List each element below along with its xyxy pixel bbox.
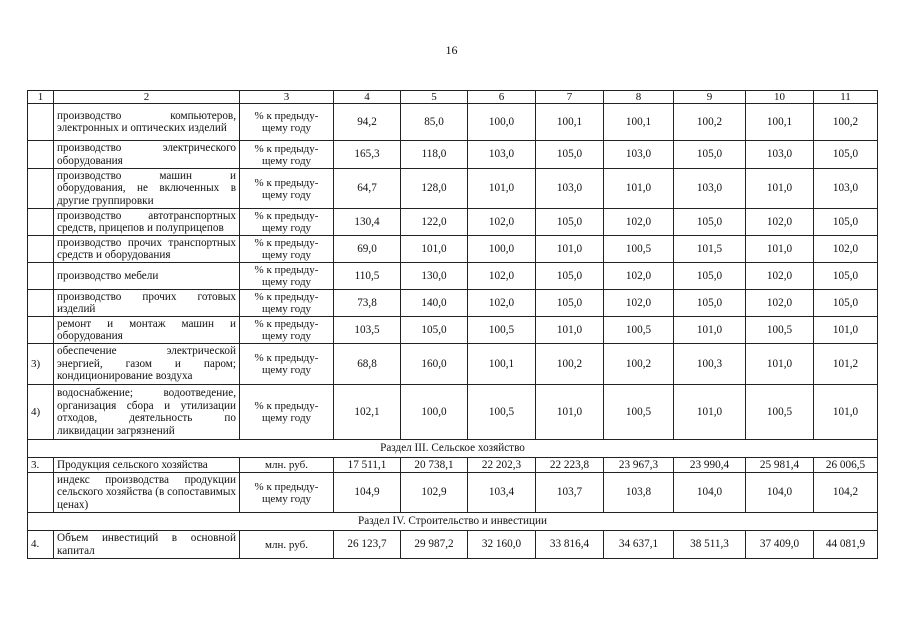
value-cell: 101,0	[604, 169, 674, 209]
value-cell: 122,0	[401, 209, 468, 236]
value-cell: 102,0	[746, 263, 814, 290]
value-cell: 103,0	[604, 141, 674, 169]
value-cell: 130,0	[401, 263, 468, 290]
value-cell: 25 981,4	[746, 458, 814, 473]
value-cell: 22 223,8	[536, 458, 604, 473]
value-cell: 105,0	[401, 317, 468, 344]
table-body	[28, 91, 878, 559]
value-cell: 100,1	[746, 104, 814, 141]
indicator-name-cell: производство прочих готовых изделий	[54, 290, 240, 317]
column-number-cell: 3	[240, 91, 334, 104]
value-cell: 105,0	[674, 209, 746, 236]
value-cell: 100,3	[674, 344, 746, 385]
value-cell: 103,0	[814, 169, 878, 209]
table-row	[28, 317, 878, 344]
value-cell: 100,5	[746, 385, 814, 440]
row-index-cell	[28, 317, 54, 344]
row-index-cell: 3)	[28, 344, 54, 385]
unit-cell: % к предыду-щему году	[240, 209, 334, 236]
value-cell: 69,0	[334, 236, 401, 263]
indicator-name-cell: ремонт и монтаж машин и оборудования	[54, 317, 240, 344]
value-cell: 73,8	[334, 290, 401, 317]
value-cell: 102,0	[814, 236, 878, 263]
section-header-row	[28, 440, 878, 458]
value-cell: 105,0	[674, 141, 746, 169]
value-cell: 105,0	[814, 209, 878, 236]
row-index-cell	[28, 473, 54, 513]
value-cell: 100,2	[814, 104, 878, 141]
value-cell: 104,0	[674, 473, 746, 513]
unit-cell: млн. руб.	[240, 531, 334, 559]
value-cell: 165,3	[334, 141, 401, 169]
row-index-cell: 4)	[28, 385, 54, 440]
value-cell: 100,5	[604, 236, 674, 263]
value-cell: 105,0	[814, 290, 878, 317]
value-cell: 102,0	[604, 290, 674, 317]
table-row	[28, 263, 878, 290]
value-cell: 101,0	[814, 317, 878, 344]
section-title: Раздел IV. Строительство и инвестиции	[28, 513, 878, 531]
row-index-cell	[28, 169, 54, 209]
value-cell: 32 160,0	[468, 531, 536, 559]
value-cell: 128,0	[401, 169, 468, 209]
value-cell: 29 987,2	[401, 531, 468, 559]
page-number: 16	[445, 43, 458, 57]
value-cell: 100,5	[468, 317, 536, 344]
value-cell: 101,0	[746, 169, 814, 209]
value-cell: 160,0	[401, 344, 468, 385]
column-number-cell: 8	[604, 91, 674, 104]
value-cell: 104,0	[746, 473, 814, 513]
value-cell: 26 006,5	[814, 458, 878, 473]
table-row	[28, 344, 878, 385]
column-number-cell: 10	[746, 91, 814, 104]
value-cell: 101,2	[814, 344, 878, 385]
indicator-name-cell: Продукция сельского хозяйства	[54, 458, 240, 473]
unit-cell: % к предыду-щему году	[240, 473, 334, 513]
column-number-cell: 1	[28, 91, 54, 104]
value-cell: 101,0	[536, 317, 604, 344]
table-row	[28, 169, 878, 209]
indicator-name-cell: производство компьютеров, электронных и оптических изделий	[54, 104, 240, 141]
value-cell: 101,0	[746, 236, 814, 263]
value-cell: 100,1	[604, 104, 674, 141]
value-cell: 103,8	[604, 473, 674, 513]
value-cell: 104,2	[814, 473, 878, 513]
section-header-row	[28, 513, 878, 531]
column-number-cell: 11	[814, 91, 878, 104]
indicator-name-cell: производство автотранспортных средств, прицепов и полуприцепов	[54, 209, 240, 236]
value-cell: 17 511,1	[334, 458, 401, 473]
row-index-cell	[28, 104, 54, 141]
row-index-cell	[28, 209, 54, 236]
value-cell: 37 409,0	[746, 531, 814, 559]
value-cell: 101,0	[536, 385, 604, 440]
table-row	[28, 209, 878, 236]
value-cell: 101,0	[401, 236, 468, 263]
table-row	[28, 473, 878, 513]
value-cell: 101,0	[674, 317, 746, 344]
unit-cell: % к предыду-щему году	[240, 141, 334, 169]
value-cell: 100,0	[468, 236, 536, 263]
indicator-name-cell: производство электрического оборудования	[54, 141, 240, 169]
table-row	[28, 236, 878, 263]
section-title: Раздел III. Сельское хозяйство	[28, 440, 878, 458]
unit-cell: % к предыду-щему году	[240, 385, 334, 440]
value-cell: 105,0	[814, 141, 878, 169]
value-cell: 102,1	[334, 385, 401, 440]
value-cell: 102,0	[746, 209, 814, 236]
value-cell: 100,1	[536, 104, 604, 141]
value-cell: 102,0	[746, 290, 814, 317]
forecast-table	[27, 90, 878, 559]
row-index-cell	[28, 290, 54, 317]
value-cell: 103,0	[536, 169, 604, 209]
value-cell: 100,0	[468, 104, 536, 141]
value-cell: 105,0	[674, 263, 746, 290]
value-cell: 100,2	[674, 104, 746, 141]
column-number-cell: 7	[536, 91, 604, 104]
value-cell: 104,9	[334, 473, 401, 513]
value-cell: 102,0	[468, 209, 536, 236]
value-cell: 100,5	[604, 385, 674, 440]
column-number-cell: 2	[54, 91, 240, 104]
value-cell: 101,0	[674, 385, 746, 440]
indicator-name-cell: производство мебели	[54, 263, 240, 290]
value-cell: 118,0	[401, 141, 468, 169]
value-cell: 105,0	[536, 290, 604, 317]
value-cell: 22 202,3	[468, 458, 536, 473]
indicator-name-cell: обеспечение электрической энергией, газом и паром; кондиционирование воздуха	[54, 344, 240, 385]
value-cell: 103,5	[334, 317, 401, 344]
value-cell: 20 738,1	[401, 458, 468, 473]
value-cell: 103,0	[674, 169, 746, 209]
value-cell: 105,0	[536, 141, 604, 169]
unit-cell: млн. руб.	[240, 458, 334, 473]
unit-cell: % к предыду-щему году	[240, 344, 334, 385]
value-cell: 100,1	[468, 344, 536, 385]
value-cell: 100,0	[401, 385, 468, 440]
value-cell: 100,2	[604, 344, 674, 385]
value-cell: 105,0	[674, 290, 746, 317]
column-number-cell: 9	[674, 91, 746, 104]
value-cell: 101,0	[536, 236, 604, 263]
unit-cell: % к предыду-щему году	[240, 263, 334, 290]
table-row	[28, 141, 878, 169]
indicator-name-cell: производство машин и оборудования, не включенных в другие группировки	[54, 169, 240, 209]
unit-cell: % к предыду-щему году	[240, 290, 334, 317]
value-cell: 38 511,3	[674, 531, 746, 559]
value-cell: 110,5	[334, 263, 401, 290]
column-number-cell: 5	[401, 91, 468, 104]
value-cell: 64,7	[334, 169, 401, 209]
value-cell: 85,0	[401, 104, 468, 141]
value-cell: 102,9	[401, 473, 468, 513]
value-cell: 23 990,4	[674, 458, 746, 473]
table-row	[28, 104, 878, 141]
value-cell: 103,7	[536, 473, 604, 513]
row-index-cell	[28, 141, 54, 169]
value-cell: 44 081,9	[814, 531, 878, 559]
value-cell: 101,0	[468, 169, 536, 209]
value-cell: 101,5	[674, 236, 746, 263]
row-index-cell: 4.	[28, 531, 54, 559]
table-row	[28, 458, 878, 473]
value-cell: 101,0	[814, 385, 878, 440]
value-cell: 103,4	[468, 473, 536, 513]
value-cell: 103,0	[746, 141, 814, 169]
table-row	[28, 385, 878, 440]
table-row	[28, 531, 878, 559]
value-cell: 102,0	[468, 290, 536, 317]
unit-cell: % к предыду-щему году	[240, 169, 334, 209]
value-cell: 102,0	[468, 263, 536, 290]
value-cell: 130,4	[334, 209, 401, 236]
value-cell: 105,0	[536, 263, 604, 290]
value-cell: 140,0	[401, 290, 468, 317]
value-cell: 100,5	[604, 317, 674, 344]
row-index-cell	[28, 236, 54, 263]
value-cell: 105,0	[536, 209, 604, 236]
column-number-cell: 6	[468, 91, 536, 104]
value-cell: 34 637,1	[604, 531, 674, 559]
indicator-name-cell: Объем инвестиций в основной капитал	[54, 531, 240, 559]
value-cell: 102,0	[604, 209, 674, 236]
value-cell: 101,0	[746, 344, 814, 385]
value-cell: 33 816,4	[536, 531, 604, 559]
row-index-cell	[28, 263, 54, 290]
value-cell: 100,2	[536, 344, 604, 385]
unit-cell: % к предыду-щему году	[240, 104, 334, 141]
indicator-name-cell: производство прочих транспортных средств и оборудования	[54, 236, 240, 263]
value-cell: 102,0	[604, 263, 674, 290]
table-row	[28, 290, 878, 317]
value-cell: 94,2	[334, 104, 401, 141]
value-cell: 26 123,7	[334, 531, 401, 559]
column-number-cell: 4	[334, 91, 401, 104]
unit-cell: % к предыду-щему году	[240, 236, 334, 263]
column-number-row	[28, 91, 878, 104]
value-cell: 105,0	[814, 263, 878, 290]
value-cell: 100,5	[746, 317, 814, 344]
indicator-name-cell: водоснабжение; водоотведение, организация сбора и утилизации отходов, деятельность по ликвидации загрязнений	[54, 385, 240, 440]
indicator-name-cell: индекс производства продукции сельского хозяйства (в сопоставимых ценах)	[54, 473, 240, 513]
unit-cell: % к предыду-щему году	[240, 317, 334, 344]
row-index-cell: 3.	[28, 458, 54, 473]
value-cell: 103,0	[468, 141, 536, 169]
value-cell: 68,8	[334, 344, 401, 385]
value-cell: 100,5	[468, 385, 536, 440]
value-cell: 23 967,3	[604, 458, 674, 473]
